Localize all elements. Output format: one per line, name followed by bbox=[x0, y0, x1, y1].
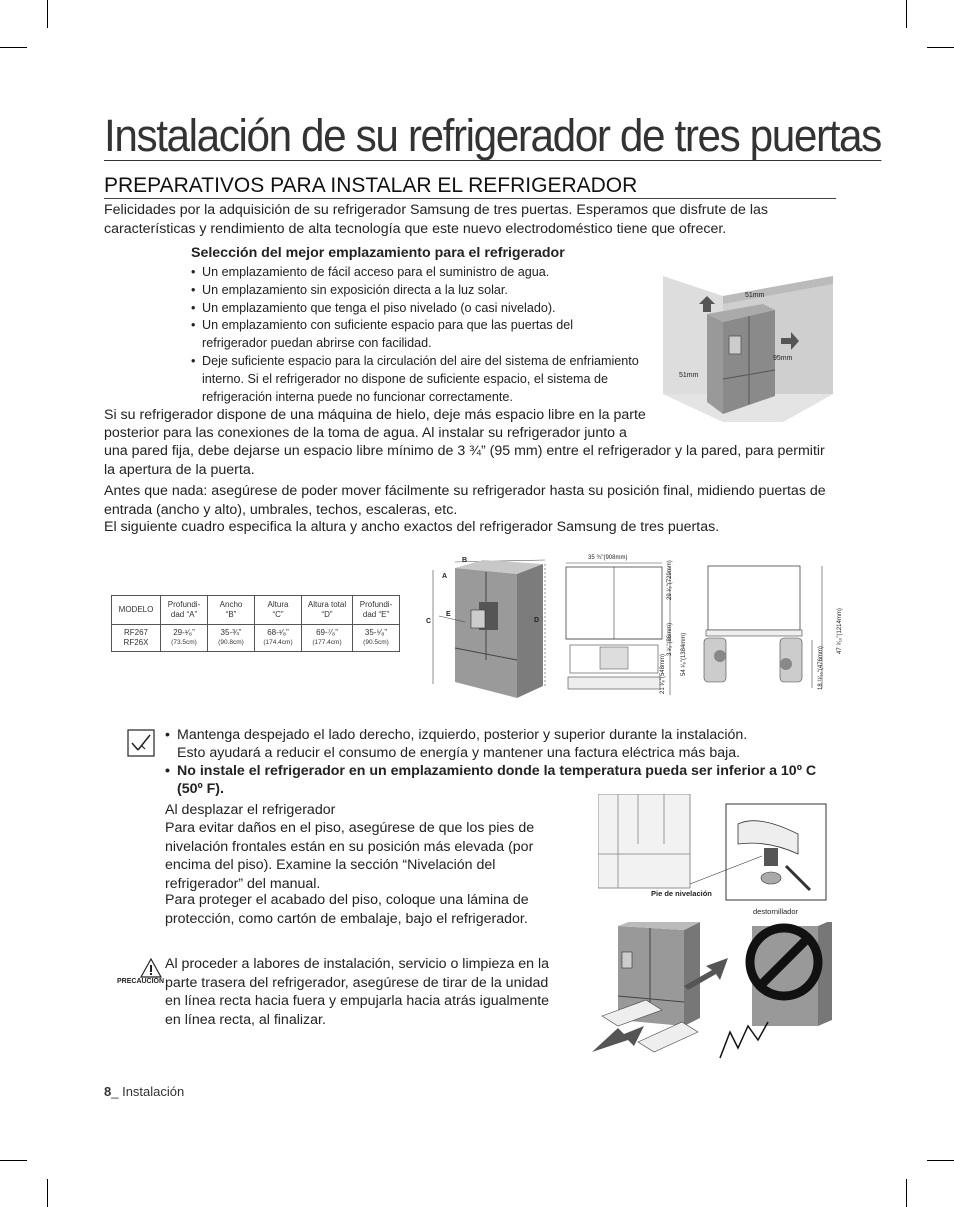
moving-illustration bbox=[588, 922, 840, 1062]
dim-label-e: E bbox=[446, 611, 451, 618]
cell-value: 29-¹⁄₈” bbox=[173, 628, 195, 637]
caution-label: PRECAUCIÓN bbox=[117, 978, 165, 985]
model-cell: RF267 RF26X bbox=[112, 625, 161, 652]
note-line: Mantenga despejado el lado derecho, izquierdo, posterior y superior durante la instalación. bbox=[177, 727, 748, 743]
moving-text: Para evitar daños en el piso, asegúrese de que los pies de nivelación frontales están en su posición más elevada (por encima del piso). Examine la sección “Nivelación del refrigerador” del manual. bbox=[165, 820, 535, 892]
clearance-top-label: 51mm bbox=[745, 292, 765, 299]
dimensions-table bbox=[111, 595, 400, 652]
ice-paragraph-line1: Si su refrigerador dispone de una máquina de hielo, deje más espacio libre en la parte bbox=[104, 407, 646, 423]
ice-paragraph-line2: posterior para las conexiones de la toma de agua. Al instalar su refrigerador junto a bbox=[104, 425, 627, 441]
moving-heading: Al desplazar el refrigerador bbox=[165, 802, 336, 818]
footer-label: _ Instalación bbox=[111, 1084, 185, 1099]
height-label-6: 18 ¹¹⁄₁₆"(476mm) bbox=[818, 646, 824, 690]
table-header: Ancho “B” bbox=[208, 596, 255, 625]
dim-label-b: B bbox=[462, 557, 468, 564]
cell-value: 35-⁵⁄₈” bbox=[364, 628, 388, 637]
table-header: MODELO bbox=[112, 596, 161, 625]
intro-paragraph: Felicidades por la adquisición de su refrigerador Samsung de tres puertas. Esperamos que disfrute de las características y rendimiento de alta tecnología que este nuevo electrodoméstico tiene que ofrecer. bbox=[104, 202, 769, 237]
cell-metric: (90.8cm) bbox=[218, 639, 244, 646]
height-label-5: 47 ⁹⁄₁₆"(1214mm) bbox=[837, 608, 843, 654]
first-paragraph: Antes que nada: asegúrese de poder mover fácilmente su refrigerador hasta su posición final, midiendo puertas de entrada (ancho y alto), umbrales, techos, escaleras, etc. bbox=[104, 483, 826, 518]
height-label-1: 29 ¹⁄₂"(729mm) bbox=[667, 560, 673, 600]
leveling-foot-label: Pie de nivelación bbox=[651, 889, 712, 898]
table-cell bbox=[302, 625, 353, 652]
cell-metric: (90.5cm) bbox=[363, 639, 389, 646]
note-icon bbox=[127, 729, 155, 757]
dim-label-d: D bbox=[534, 617, 540, 624]
height-label-3: 54 ¹⁄₈"(1384mm) bbox=[681, 632, 687, 676]
cell-metric: (177.4cm) bbox=[312, 639, 342, 646]
note-list bbox=[165, 726, 845, 798]
table-header: Profundi- dad “A” bbox=[161, 596, 208, 625]
warning-icon bbox=[140, 958, 162, 978]
table-intro: El siguiente cuadro especifica la altura y ancho exactos del refrigerador Samsung de tres puertas. bbox=[104, 519, 720, 535]
cell-value: 69-⁷⁄₈” bbox=[316, 628, 338, 637]
list-item: • Un emplazamiento de fácil acceso para el suministro de agua. bbox=[191, 264, 661, 282]
list-item: • Deje suficiente espacio para la circulación del aire del sistema de enfriamiento interno. Si el refrigerador no dispone de suficiente espacio, el sistema de refrigeración interna puede no funcionar correctamente. bbox=[191, 353, 662, 406]
location-heading: Selección del mejor emplazamiento para el refrigerador bbox=[191, 245, 565, 261]
clearance-left-label: 51mm bbox=[679, 372, 699, 379]
height-label-2: 3 ¹⁄₂"(86mm) bbox=[667, 622, 673, 656]
height-label-4: 21 ¹⁄₈"(548mm) bbox=[660, 654, 666, 694]
leveling-foot-illustration bbox=[598, 794, 830, 916]
table-cell bbox=[255, 625, 302, 652]
list-item: • No instale el refrigerador en un emplazamiento donde la temperatura pueda ser inferior a 10º C (50º F). bbox=[165, 762, 827, 798]
table-header: Altura “C” bbox=[255, 596, 302, 625]
footer bbox=[104, 1084, 184, 1099]
screwdriver-label: destornillador bbox=[753, 907, 799, 916]
location-bullet-list bbox=[191, 264, 661, 406]
section-heading: PREPARATIVOS PARA INSTALAR EL REFRIGERADOR bbox=[104, 174, 836, 199]
table-cell bbox=[208, 625, 255, 652]
cell-metric: (73.5cm) bbox=[171, 639, 197, 646]
cell-metric: (174.4cm) bbox=[263, 639, 293, 646]
table-header: Profundi- dad “E” bbox=[353, 596, 400, 625]
width-top-label: 35 ¾"(908mm) bbox=[588, 555, 628, 561]
cell-value: 68-¹⁄₈” bbox=[267, 628, 289, 637]
list-item: • Un emplazamiento con suficiente espacio para que las puertas del refrigerador puedan abrirse con facilidad. bbox=[191, 317, 602, 353]
table-row bbox=[112, 625, 400, 652]
table-cell bbox=[161, 625, 208, 652]
page-number: 8 bbox=[104, 1084, 112, 1099]
moving-text-2: Para proteger el acabado del piso, coloque una lámina de protección, como cartón de embalaje, bajo el refrigerador. bbox=[165, 892, 529, 927]
caution-text: Al proceder a labores de instalación, servicio o limpieza en la parte trasera del refrigerador, asegúrese de tirar de la unidad en línea recta hacia fuera y empujarla hacia atrás igualmente en línea recta, al finalizar. bbox=[165, 956, 550, 1028]
list-item: • Un emplazamiento que tenga el piso nivelado (o casi nivelado). bbox=[191, 300, 661, 318]
list-item: • Un emplazamiento sin exposición directa a la luz solar. bbox=[191, 282, 661, 300]
dim-label-a: A bbox=[442, 573, 448, 580]
page-title: Instalación de su refrigerador de tres puertas bbox=[104, 110, 881, 161]
note-line: Esto ayudará a reducir el consumo de energía y mantener una factura eléctrica más baja. bbox=[177, 745, 741, 761]
clearance-side-label: 95mm bbox=[773, 355, 793, 362]
table-header: Altura total “D” bbox=[302, 596, 353, 625]
table-cell bbox=[353, 625, 400, 652]
dim-label-c: C bbox=[426, 618, 432, 625]
cell-value: 35-¾” bbox=[220, 628, 242, 637]
list-item bbox=[165, 726, 845, 762]
table-header-row bbox=[112, 596, 400, 625]
ice-paragraph-rest: una pared fija, debe dejarse un espacio libre mínimo de 3 ¾” (95 mm) entre el refrigerador y la pared, para permitir la apertura de la puerta. bbox=[104, 443, 825, 478]
